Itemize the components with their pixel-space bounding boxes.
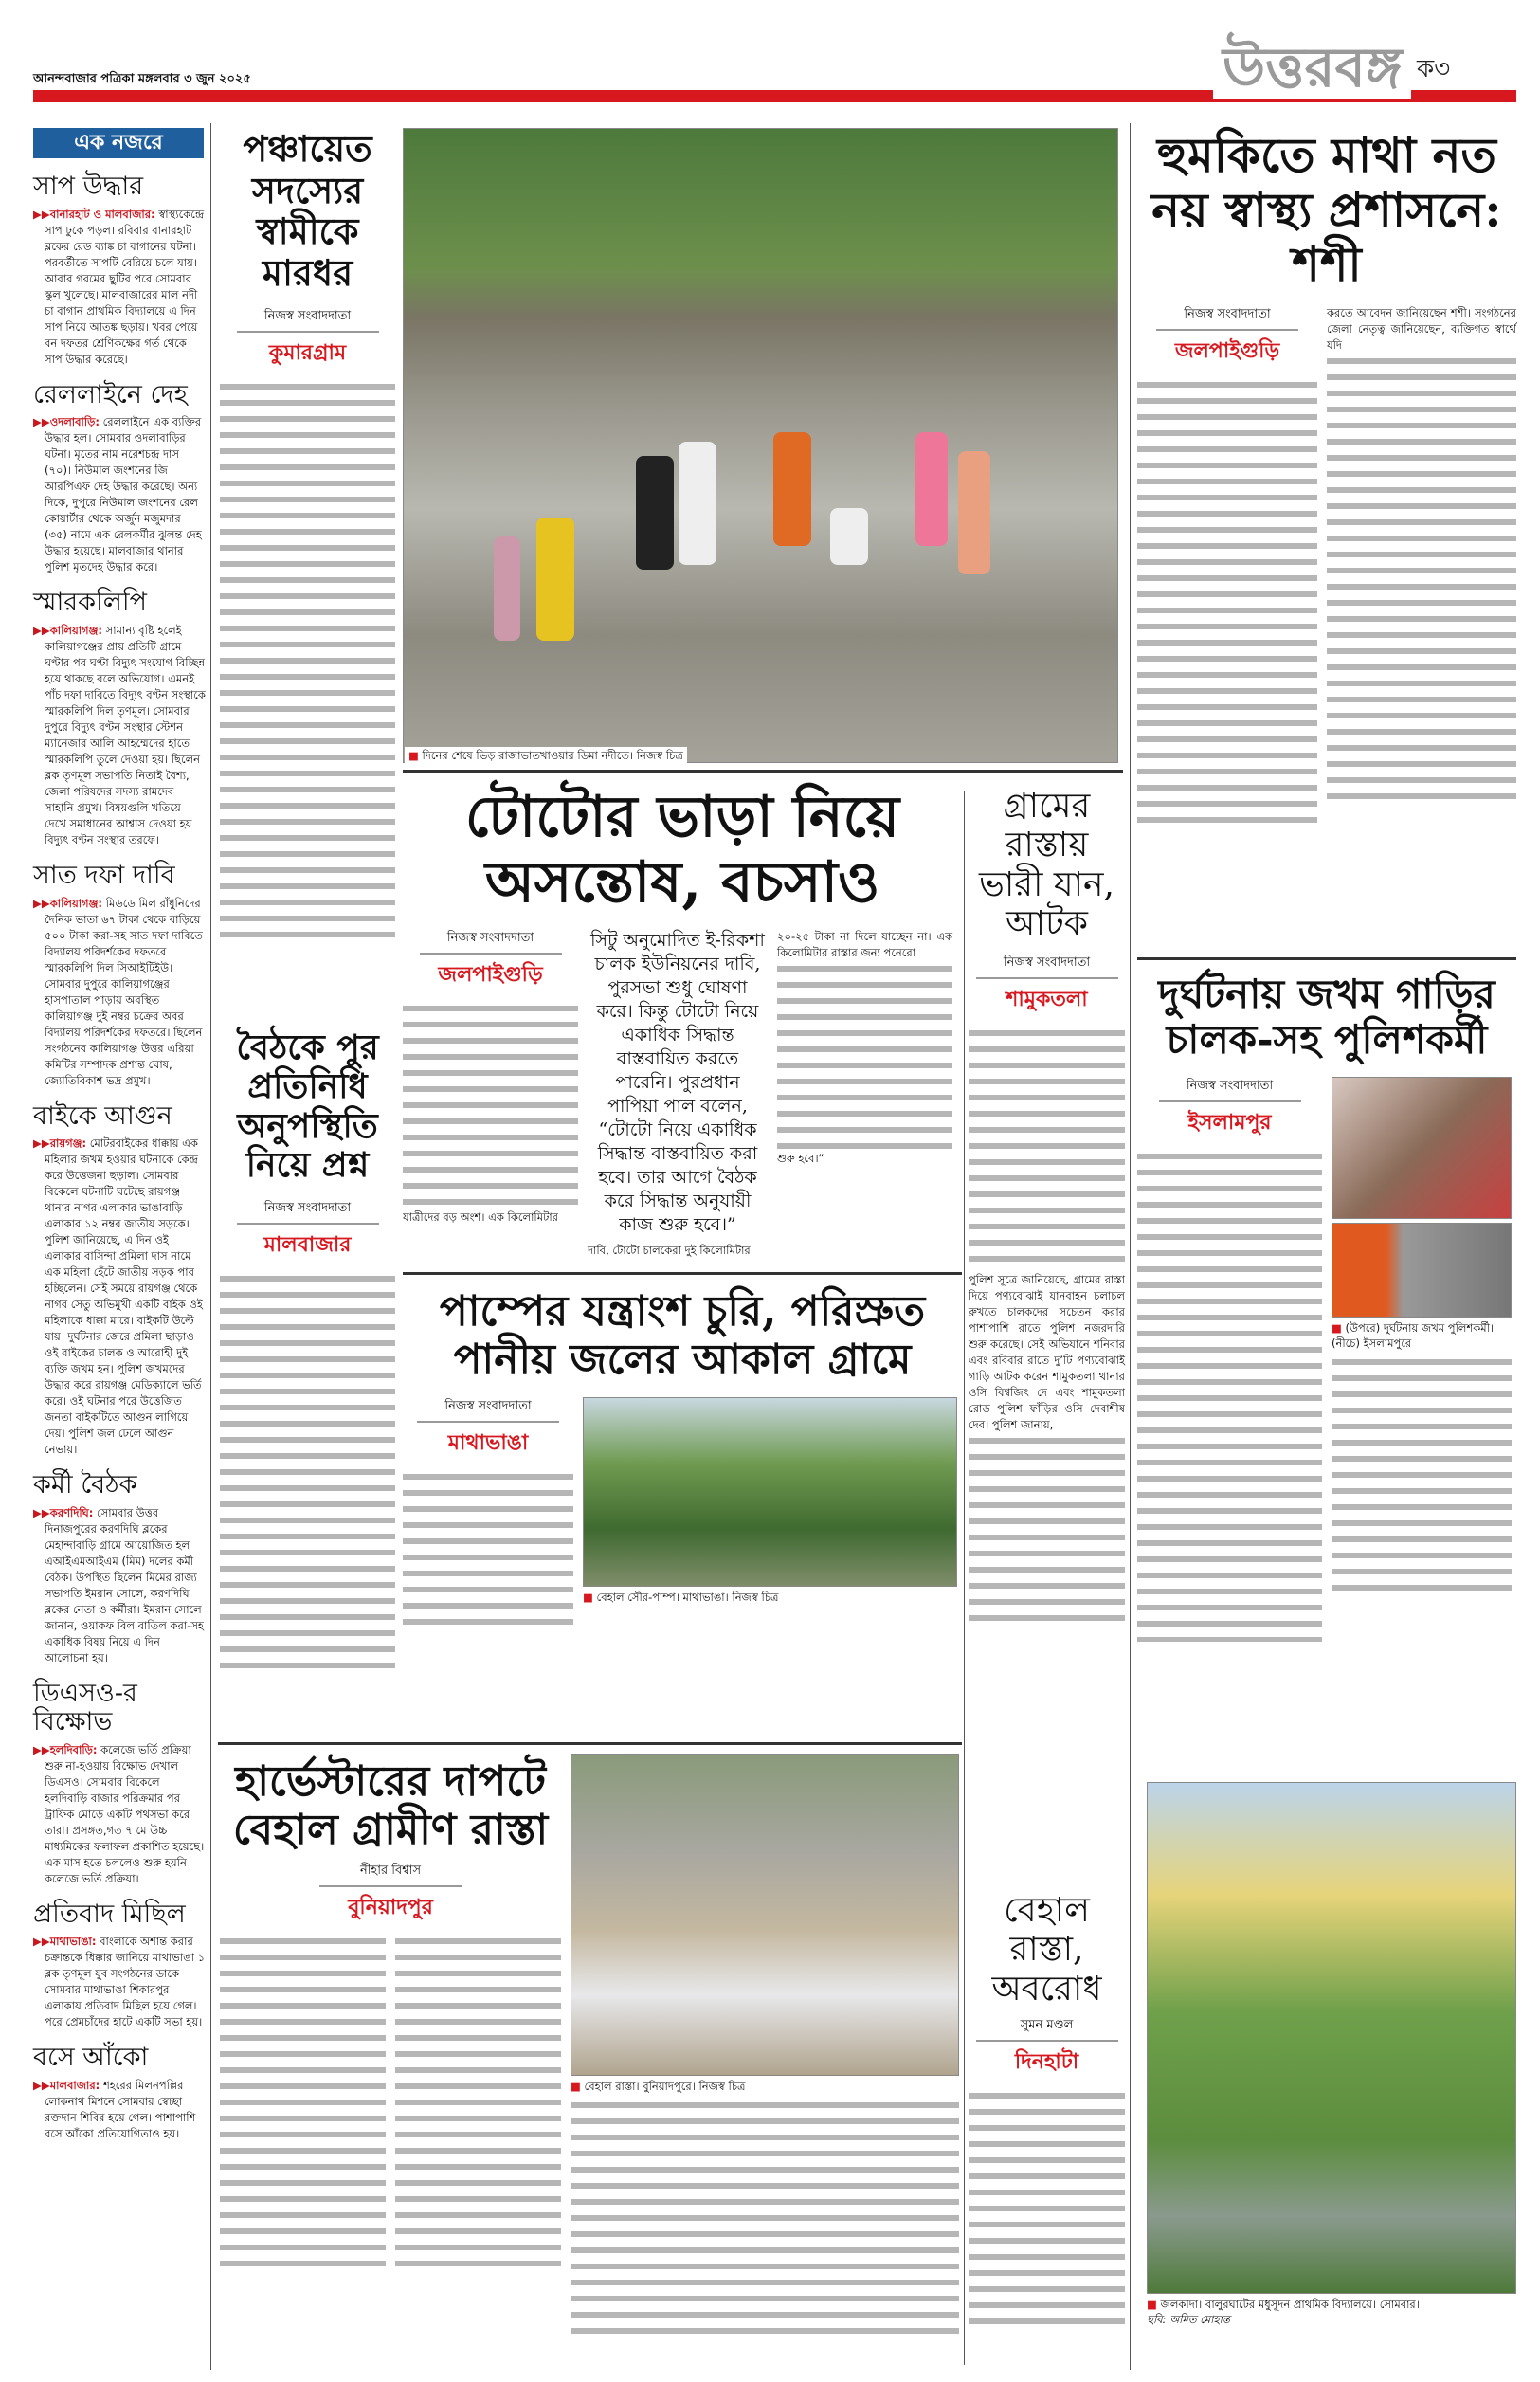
arrow-icon: ▶▶ (33, 896, 50, 910)
column-rule (1130, 123, 1131, 2370)
article-pump-col (403, 1397, 573, 1630)
byline: নিজস্ব সংবাদদাতা (237, 307, 379, 333)
article-panchayat (220, 128, 395, 948)
column-rule (210, 123, 211, 2370)
brief-title: কর্মী বৈঠক (33, 1470, 137, 1500)
caption-text: (উপরে) দুর্ঘটনায় জখম পুলিশকর্মী। (নীচে) ইসলামপুরে (1332, 1320, 1495, 1350)
brief-item (33, 1680, 206, 1886)
brief-title: বাইকে আগুন (33, 1100, 172, 1131)
harvester-photo-block (571, 1754, 959, 2344)
brief-text (33, 623, 206, 848)
brief-item (33, 589, 206, 848)
middle-stories (403, 785, 962, 1630)
injured-policeman-photo (1332, 1077, 1512, 1219)
arrow-icon: ▶▶ (33, 1935, 50, 1949)
article-body (969, 2088, 1125, 2335)
caption-text: বেহাল রাস্তা। বুনিয়াদপুরে। নিজস্ব চিত্র (584, 2080, 746, 2093)
accident-site-photo (1332, 1223, 1512, 1318)
solar-pump-photo (583, 1397, 957, 1587)
article-accident-col1 (1137, 1077, 1322, 1642)
arrow-icon: ▶▶ (33, 415, 50, 429)
section-rule (218, 1742, 962, 1745)
briefs-column (33, 159, 206, 2142)
byline: নিজস্ব সংবাদদাতা (417, 1397, 559, 1423)
headline: হুমকিতে মাথা নত নয় স্বাস্থ্য প্রশাসনে: শশী (1151, 127, 1502, 292)
dateline-place: বুনিয়াদপুর (348, 1896, 433, 1920)
photo-credit: ছবি: অমিত মোহান্ত (1147, 2313, 1230, 2326)
byline: নীহার বিশ্বাস (319, 1862, 462, 1887)
article-toto-col3 (777, 929, 952, 1167)
article-body (403, 1001, 578, 1209)
section-rule (1137, 957, 1516, 960)
dateline-place: দিনহাটা (1014, 2050, 1079, 2075)
body-text: করতে আবেদন জানিয়েছেন শশী। সংগঠনের জেলা নেতৃত্ব জানিয়েছেন, ব্যক্তিগত স্বার্থে যদি (1327, 305, 1516, 352)
headline: পঞ্চায়েত সদস্যের স্বামীকে মারধর (243, 127, 372, 295)
photo-caption: ■ জলকাদা। বালুরঘাটের মধুসূদন প্রাথমিক বিদ্যালয়ে। সোমবার। ছবি: অমিত মোহান্ত (1147, 2298, 1420, 2326)
body-line: যাত্রীদের বড় অংশ। এক কিলোমিটার (403, 1210, 559, 1224)
people-figures (404, 129, 1118, 763)
brief-text (33, 207, 206, 368)
page-number: ক৩ (1417, 55, 1451, 83)
dateline-place: মালবাজার (263, 1232, 352, 1257)
pump-photo-block (583, 1397, 957, 1605)
headline: পাম্পের যন্ত্রাংশ চুরি, পরিস্রুত পানীয় জলের আকাল গ্রামে (439, 1287, 926, 1384)
arrow-icon: ▶▶ (33, 2078, 50, 2092)
article-toto-col1 (403, 929, 578, 1226)
section-rule (403, 1272, 962, 1275)
headline: টোটোর ভাড়া নিয়ে অসন্তোষ, বচসাও (464, 784, 900, 916)
brief-text (33, 1934, 206, 2030)
brief-item (33, 1102, 206, 1459)
article-harvester (220, 1758, 561, 2275)
article-body (1332, 1355, 1512, 1601)
caption-text: জলকাদা। বালুরঘাটের মধুসূদন প্রাথমিক বিদ্যালয়ে। সোমবার। (1160, 2298, 1420, 2311)
arrow-icon: ▶▶ (33, 207, 50, 221)
photo-caption: ■ বেহাল সৌর-পাম্প। মাথাভাঙা। নিজস্ব চিত্র (583, 1591, 779, 1605)
briefs-header: এক নজরে (33, 128, 204, 158)
article-body (571, 2098, 959, 2344)
dateline-place: জলপাইগুড়ি (438, 963, 543, 987)
byline: নিজস্ব সংবাদদাতা (1156, 305, 1298, 331)
column-rule (964, 791, 965, 2365)
brief-text (33, 896, 206, 1089)
brief-title: প্রতিবাদ মিছিল (33, 1899, 186, 1929)
brief-body: সোমবার উত্তর দিনাজপুরের করণদিঘি ব্লকের মেহান্দাবাড়ি গ্রামে আয়োজিত হল এআইএমআইএম (মিম) দলের কর্মী বৈঠক। উপস্থিত ছিলেন মিমের রাজ্য সভাপতি ইমরান সোলে, করণদিঘি ব্লকের নেতা ও কর্মীরা। ইমরান সোলে জানান, ওয়াকফ বিল বাতিল করা-সহ একাধিক বিষয় নিয়ে এ দিন আলোচনা হয়। (45, 1506, 204, 1665)
brief-location: হলদিবাড়ি: (49, 1742, 98, 1756)
school-waterlogging-photo (1147, 1782, 1516, 2294)
damaged-road-photo (571, 1754, 959, 2076)
brief-location: কালিয়াগঞ্জ: (49, 624, 103, 638)
brief-item (33, 2044, 206, 2142)
article-body (777, 961, 952, 1151)
article-toto-col2 (588, 929, 768, 1259)
brief-title: সাপ উদ্ধার (33, 172, 144, 201)
brief-body: মিডডে মিল রাঁধুনিদের দৈনিক ভাতা ৬৭ টাকা থেকে বাড়িয়ে ৫০০ টাকা করা-সহ সাত দফা দাবিতে বিদ্যালয় পরিদর্শকের দফতরে স্মারকলিপি দিল সিআইটিইউ। সোমবার দুপুরে কালিয়াগঞ্জের হাসপাতাল পাড়ায় অবস্থিত কালিয়াগঞ্জ দুই নম্বর চক্রের অবর বিদ্যালয় পরিদর্শকের দফতরে। ছিলেন সংগঠনের কালিয়াগঞ্জ উত্তর এরিয়া কমিটির সম্পাদক প্রশান্ত ঘোষ, জ্যোতিবিকাশ ভদ্র প্রমুখ। (45, 896, 203, 1087)
dateline-place: জলপাইগুড়ি (1174, 338, 1280, 363)
article-meeting (220, 1028, 395, 1669)
brief-location: রায়গঞ্জ: (49, 1136, 87, 1151)
byline: নিজস্ব সংবাদদাতা (976, 954, 1118, 979)
arrow-icon: ▶▶ (33, 1136, 50, 1151)
brief-body: রেললাইনে এক ব্যক্তির উদ্ধার হল। সোমবার ওদলাবাড়ির ঘটনা। মৃতের নাম নরেশচন্দ্র দাস (৭০)। নিউমাল জংশনের জি আরপিএফ দেহ উদ্ধার করেছে। অন্য দিকে, দুপুরে নিউমাল জংশনের রেল কোয়ার্টার থেকে অর্জুন মজুমদার (৩৫) নামে এক রেলকর্মীর ঝুলন্ত দেহ উদ্ধার হয়েছে। মালবাজার থানার পুলিশ মৃতদেহ উদ্ধার করে। (45, 415, 202, 574)
brief-text (33, 1136, 206, 1458)
article-body (969, 1026, 1125, 1272)
article-body (220, 379, 395, 948)
dateline-place: কুমারগ্রাম (268, 340, 347, 365)
brief-body: সামান্য বৃষ্টি হলেই কালিয়াগঞ্জের প্রায় প্রতিটি গ্রামে ঘণ্টার পর ঘণ্টা বিদ্যুৎ সংযোগ বিচ্ছিন্ন হয়ে থাকছে বলে অভিযোগ। এমনই পাঁচ দফা দাবিতে বিদ্যুৎ বণ্টন সংস্থাকে স্মারকলিপি দিল তৃণমূল। সোমবার দুপুরে বিদ্যুৎ বণ্টন সংস্থার স্টেশন ম্যানেজার আলি আহম্মেদের হাতে স্মারকলিপি তুলে দেওয়া হয়। ছিলেন ব্লক তৃণমূল সভাপতি নিতাই বৈশ্য, জেলা পরিষদের সদস্য রামদেব সাহানি প্রমুখ। বিষয়গুলি খতিয়ে দেখে সমাধানের আশ্বাস দেওয়া হয় বিদ্যুৎ বণ্টন সংস্থার তরফে। (45, 624, 206, 847)
brief-title: ডিএসও-র বিক্ষোভ (33, 1679, 137, 1736)
article-health (1137, 128, 1516, 832)
brief-item (33, 862, 206, 1089)
article-body (1327, 354, 1516, 809)
main-photo-river (403, 128, 1118, 763)
brief-body: কলেজে ভর্তি প্রক্রিয়া শুরু না-হওয়ায় বিক্ষোভ দেখাল ডিএসও। সোমবার বিকেলে হলদিবাড়ি বাজার পরিক্রমার পর ট্রাফিক মোড়ে একটি পথসভা করে তারা। প্রসঙ্গত,গত ৭ মে উচ্চ মাধ্যমিকের ফলাফল প্রকাশিত হয়েছে। এক মাস হতে চললেও শুরু হয়নি কলেজে ভর্তি প্রক্রিয়া। (45, 1742, 205, 1885)
article-health-col2 (1327, 305, 1516, 809)
pull-quote: সিটু অনুমোদিত ই-রিকশা চালক ইউনিয়নের দাবি, পুরসভা শুধু ঘোষণা করে। কিন্তু টোটো নিয়ে একাধিক সিদ্ধান্ত বাস্তবায়িত করতে পারেনি। পুরপ্রধান পাপিয়া পাল বলেন, “টোটো নিয়ে একাধিক সিদ্ধান্ত বাস্তবায়িত করা হবে। তার আগে বৈঠক করে সিদ্ধান্ত অনুযায়ী কাজ শুরু হবে।” (590, 930, 765, 1235)
dateline-place: ইসলামপুর (1187, 1110, 1272, 1135)
brief-location: কালিয়াগঞ্জ: (49, 896, 103, 910)
article-body (395, 1934, 561, 2275)
headline: দুর্ঘটনায় জখম গাড়ির চালক-সহ পুলিশকর্মী (1158, 971, 1495, 1064)
brief-title: বসে আঁকো (33, 2043, 149, 2073)
brief-location: মাথাভাঙা: (49, 1935, 97, 1949)
brief-body: মোটরবাইকের ধাক্কায় এক মহিলার জখম হওয়ার ঘটনাকে কেন্দ্র করে উত্তেজনা ছড়াল। সোমবার বিকেলে ঘটনাটি ঘটেছে রায়গঞ্জ থানার নাগর এলাকার ভাঙাবাড়ি এলাকার ১২ নম্বর জাতীয় সড়কে। পুলিশ জানিয়েছে, এ দিন ওই এলাকার বাসিন্দা প্রমিলা দাস নামে এক মহিলা হেঁটে জাতীয় সড়ক পার হচ্ছিলেন। সেই সময়ে রায়গঞ্জ থেকে নাগর সেতু অভিমুখী একটি বাইক ওই মহিলাকে ধাক্কা মারে। বাইকটি উল্টে যায়। দুর্ঘটনার জেরে প্রমিলা ছাড়াও ওই বাইকের চালক ও আরোহী দুই ব্যক্তি জখম হন। পুলিশ জখমদের উদ্ধার করে রায়গঞ্জ মেডিক্যালে ভর্তি করে। ওই ঘটনার পরে উত্তেজিত জনতা বাইকটিতে আগুন লাগিয়ে দেয়। পুলিশ জল ঢেলে আগুন নেভায়। (45, 1136, 203, 1457)
article-accident (1137, 972, 1516, 1642)
brief-item (33, 173, 206, 368)
headline: বেহাল রাস্তা, অবরোধ (991, 1891, 1102, 2009)
brief-text (33, 2078, 206, 2142)
brief-text (33, 1505, 206, 1666)
article-accident-col2 (1332, 1077, 1512, 1601)
article-body (1137, 377, 1317, 832)
article-body (969, 1433, 1125, 1623)
byline: নিজস্ব সংবাদদাতা (1159, 1077, 1301, 1102)
article-body (220, 1271, 395, 1669)
byline: নিজস্ব সংবাদদাতা (420, 929, 562, 955)
photo-caption: ■ (উপরে) দুর্ঘটনায় জখম পুলিশকর্মী। (নীচে) ইসলামপুরে (1332, 1320, 1495, 1350)
article-blockade (969, 1891, 1125, 2335)
headline: গ্রামের রাস্তায় ভারী যান, আটক (979, 787, 1114, 944)
body-line: দাবি, টোটো চালকেরা দুই কিলোমিটার (588, 1244, 751, 1257)
article-body (403, 1469, 573, 1630)
article-heavy-vehicle (969, 787, 1125, 1623)
body-text: ২০-২৫ টাকা না দিলে যাচ্ছেন না। এক কিলোমিটার রাস্তার জন্য পনেরো (777, 930, 952, 959)
article-body (1137, 1149, 1322, 1642)
section-rule (403, 770, 1123, 773)
photo-caption: ■ দিনের শেষে ভিড় রাজাভাতখাওয়ার ডিমা নদীতে। নিজস্ব চিত্র (405, 747, 687, 764)
caption-text: বেহাল সৌর-পাম্প। মাথাভাঙা। নিজস্ব চিত্র (596, 1591, 779, 1605)
article-health-col1 (1137, 305, 1317, 832)
brief-text (33, 414, 206, 575)
body-text: পুলিশ সূত্রে জানিয়েছে, গ্রামের রাস্তা দিয়ে পণ্যবোঝাই যানবাহন চলাচল রুখতে চালকদের সচেতন করার পাশাপাশি রাতে পুলিশ নজরদারি শুরু করেছে। সেই অভিযানে শনিবার এবং রবিবার রাতে দু’টি পণ্যবোঝাই গাড়ি আটক করেন শামুকতলা থানার ওসি বিশ্বজিৎ দে এবং শামুকতলা রোড পুলিশ ফাঁড়ির ওসি দেবাশীষ দেব। পুলিশ জানায়, (969, 1272, 1125, 1431)
brief-location: করণদিঘি: (49, 1506, 94, 1520)
brief-text (33, 1742, 206, 1887)
brief-item (33, 1900, 206, 2031)
byline: নিজস্ব সংবাদদাতা (237, 1199, 379, 1225)
section-logo: উত্তরবঙ্গ (1213, 38, 1411, 99)
headline: বৈঠকে পুর প্রতিনিধি অনুপস্থিতি নিয়ে প্রশ্ন (236, 1027, 379, 1186)
brief-location: বানারহাট ও মালবাজার: (49, 207, 155, 221)
brief-body: বাংলাকে অশান্ত করার চক্রান্তকে ধিক্কার জানিয়ে মাথাভাঙা ১ ব্লক তৃণমূল যুব সংগঠনের ডাকে সোমবার মাথাভাঙা শিকারপুর এলাকায় প্রতিবাদ মিছিল হয়ে গেল। পরে প্রেমচাঁদের হাটে একটি সভা হয়। (45, 1935, 206, 2029)
caption-text: দিনের শেষে ভিড় রাজাভাতখাওয়ার ডিমা নদীতে। নিজস্ব চিত্র (422, 749, 683, 762)
brief-title: স্মারকলিপি (33, 588, 147, 618)
body-line: শুরু হবে।” (777, 1152, 824, 1165)
brief-item (33, 381, 206, 576)
arrow-icon: ▶▶ (33, 1742, 50, 1756)
brief-item (33, 1471, 206, 1666)
headline: হার্ভেস্টারের দাপটে বেহাল গ্রামীণ রাস্তা (232, 1757, 549, 1854)
arrow-icon: ▶▶ (33, 1506, 50, 1520)
article-body (220, 1934, 386, 2275)
dateline-place: শামুকতলা (1006, 987, 1088, 1011)
brief-location: মালবাজার: (49, 2078, 100, 2092)
article-pump (403, 1288, 962, 1630)
byline: সুমন মণ্ডল (976, 2016, 1118, 2042)
brief-title: সাত দফা দাবি (33, 861, 175, 891)
brief-title: রেললাইনে দেহ (33, 379, 188, 409)
brief-body: শহরের মিলনপল্লির লোকনাথ মিশনে সোমবার স্বেচ্ছা রক্তদান শিবির হয়ে গেল। পাশাপাশি বসে আঁকো প্রতিযোগিতাও হয়। (45, 2078, 196, 2140)
dateline-place: মাথাভাঙা (447, 1431, 529, 1456)
dateline: আনন্দবাজার পত্রিকা মঙ্গলবার ৩ জুন ২০২৫ (33, 72, 251, 86)
article-toto (403, 785, 962, 1259)
school-photo-block (1147, 1782, 1516, 2327)
brief-body: স্বাস্থ্যকেন্দ্রে সাপ ঢুকে পড়ল। রবিবার বানারহাট ব্লকের রেড ব্যাঙ্ক চা বাগানের ঘটনা। পরবর্তীতে সাপটি বেরিয়ে চলে যায়। আবার গরমের ছুটির পরে সোমবার স্কুল খুলেছে। মালবাজারের মাল নদী চা বাগান প্রাথমিক বিদ্যালয়ে এ দিন সাপ নিয়ে আতঙ্ক ছড়ায়। খবর পেয়ে বন দফতর শ্রেণিকক্ষের গর্ত থেকে সাপ উদ্ধার করেছে। (45, 207, 205, 366)
arrow-icon: ▶▶ (33, 624, 50, 638)
photo-caption: ■ বেহাল রাস্তা। বুনিয়াদপুরে। নিজস্ব চিত্র (571, 2080, 746, 2093)
brief-location: ওদলাবাড়ি: (49, 415, 100, 429)
